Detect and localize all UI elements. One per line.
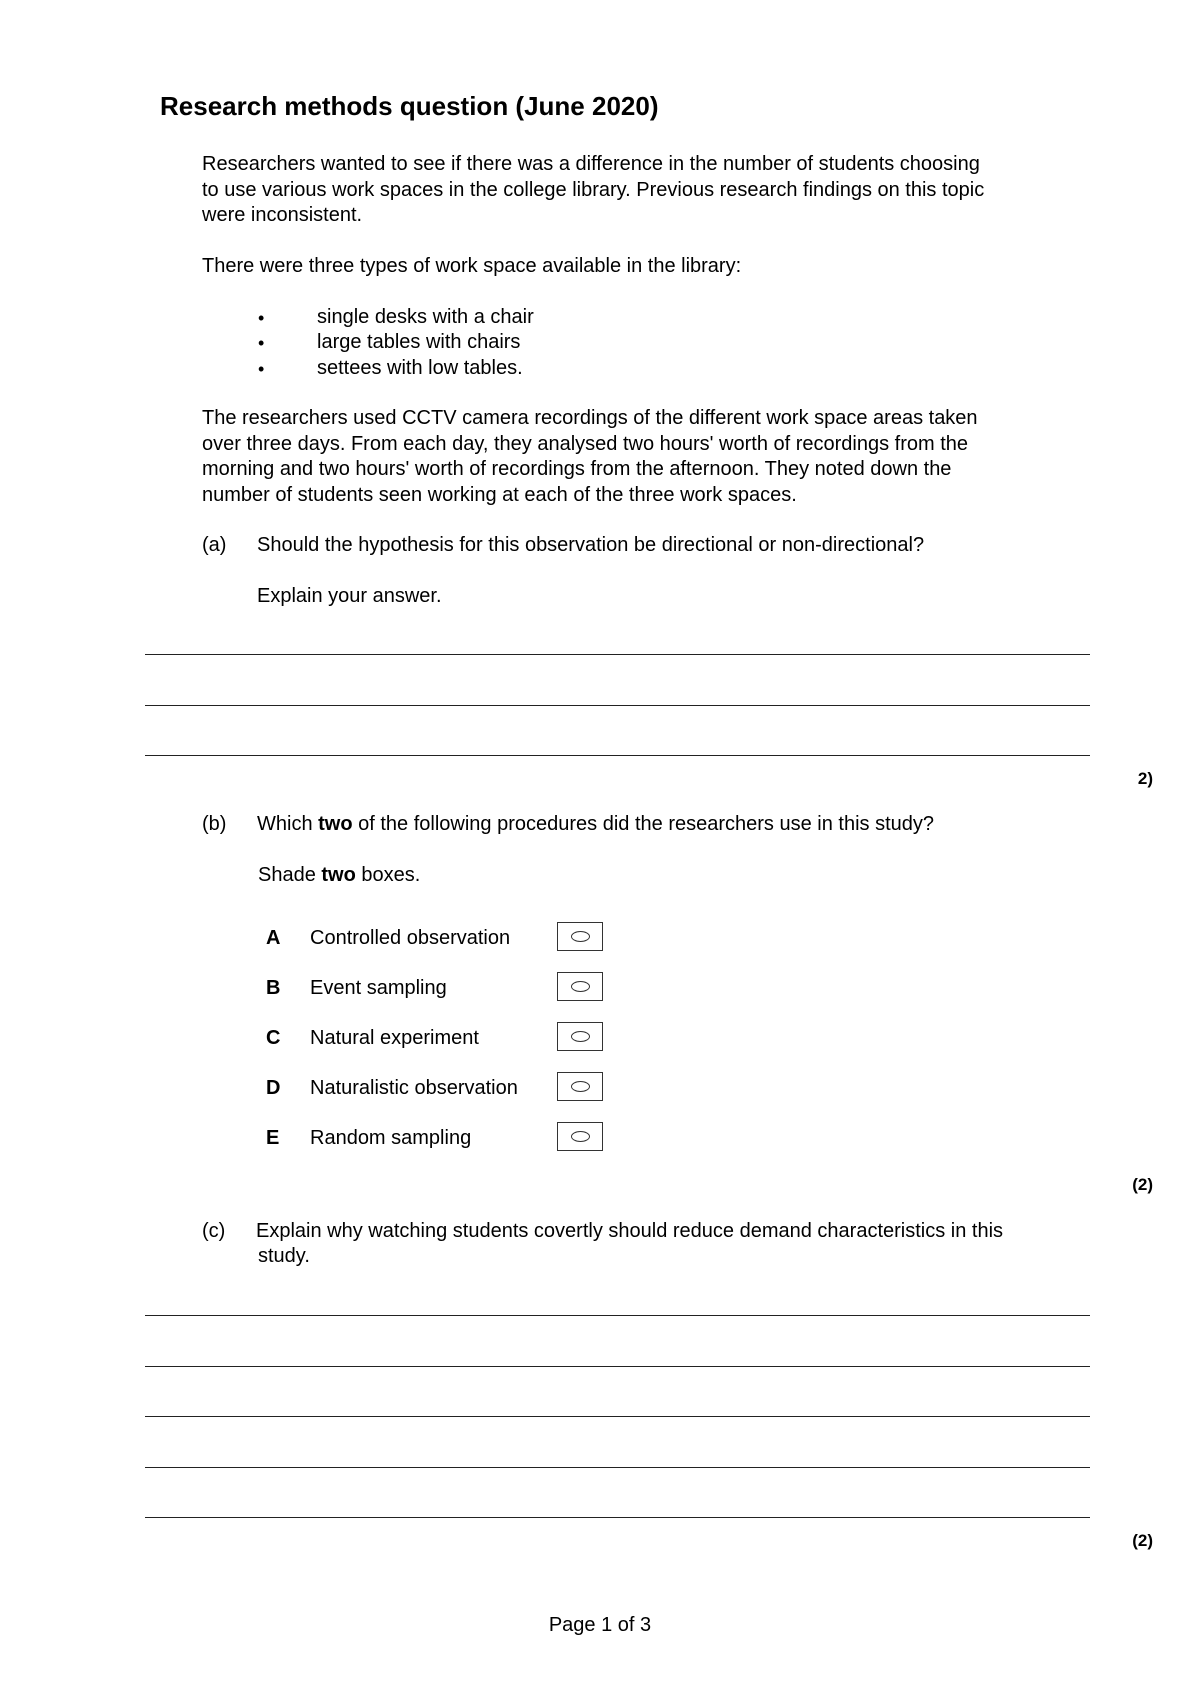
- answer-line[interactable]: [145, 1467, 1090, 1468]
- option-checkbox-b[interactable]: [557, 972, 603, 1001]
- question-a-label: (a): [202, 534, 227, 556]
- intro-line: over three days. From each day, they analysed two hours' worth of recordings from the: [202, 433, 969, 455]
- page-number: Page 1 of 3: [548, 1614, 652, 1636]
- intro-line: to use various work spaces in the college library. Previous research findings on this topic: [202, 179, 985, 201]
- bullet-item: single desks with a chair: [317, 306, 534, 328]
- question-c-text: study.: [258, 1245, 310, 1267]
- oval-icon: [571, 981, 590, 992]
- bullet-item: large tables with chairs: [317, 331, 521, 353]
- intro-line: number of students seen working at each of the three work spaces.: [202, 484, 797, 506]
- answer-line[interactable]: [145, 654, 1090, 655]
- bullet-marker: •: [258, 333, 265, 353]
- question-a-text: Should the hypothesis for this observation be directional or non-directional?: [257, 534, 925, 556]
- option-text-a: Controlled observation: [310, 927, 511, 949]
- option-text-e: Random sampling: [310, 1127, 472, 1149]
- intro-line: There were three types of work space available in the library:: [202, 255, 742, 277]
- option-letter-b: B: [266, 977, 281, 999]
- bullet-item: settees with low tables.: [317, 357, 523, 379]
- answer-line[interactable]: [145, 1366, 1090, 1367]
- marks-c: (2): [1132, 1531, 1153, 1550]
- oval-icon: [571, 1031, 590, 1042]
- option-checkbox-c[interactable]: [557, 1022, 603, 1051]
- question-a-instruction: Explain your answer.: [257, 585, 442, 607]
- question-c-text: Explain why watching students covertly should reduce demand characteristics in this: [256, 1220, 1004, 1242]
- intro-line: Researchers wanted to see if there was a difference in the number of students choosing: [202, 153, 980, 175]
- option-letter-a: A: [266, 927, 281, 949]
- option-letter-c: C: [266, 1027, 281, 1049]
- option-letter-d: D: [266, 1077, 281, 1099]
- oval-icon: [571, 1131, 590, 1142]
- page-title: Research methods question (June 2020): [160, 91, 659, 121]
- option-checkbox-d[interactable]: [557, 1072, 603, 1101]
- answer-line[interactable]: [145, 1517, 1090, 1518]
- bullet-marker: •: [258, 308, 265, 328]
- option-letter-e: E: [266, 1127, 280, 1149]
- intro-line: were inconsistent.: [202, 204, 363, 226]
- answer-line[interactable]: [145, 705, 1090, 706]
- intro-line: morning and two hours' worth of recordings from the afternoon. They noted down the: [202, 458, 952, 480]
- oval-icon: [571, 1081, 590, 1092]
- option-text-d: Naturalistic observation: [310, 1077, 518, 1099]
- marks-a: 2): [1137, 769, 1153, 788]
- question-c-label: (c): [202, 1220, 226, 1242]
- question-b-instruction: Shade two boxes.: [258, 864, 421, 886]
- option-checkbox-a[interactable]: [557, 922, 603, 951]
- answer-line[interactable]: [145, 1416, 1090, 1417]
- marks-b: (2): [1132, 1175, 1153, 1194]
- question-b-text: Which two of the following procedures did the researchers use in this study?: [257, 813, 934, 835]
- oval-icon: [571, 931, 590, 942]
- option-text-b: Event sampling: [310, 977, 447, 999]
- answer-line[interactable]: [145, 755, 1090, 756]
- bullet-marker: •: [258, 359, 265, 379]
- option-checkbox-e[interactable]: [557, 1122, 603, 1151]
- question-b-label: (b): [202, 813, 227, 835]
- intro-line: The researchers used CCTV camera recordings of the different work space areas taken: [202, 407, 978, 429]
- option-text-c: Natural experiment: [310, 1027, 479, 1049]
- answer-line[interactable]: [145, 1315, 1090, 1316]
